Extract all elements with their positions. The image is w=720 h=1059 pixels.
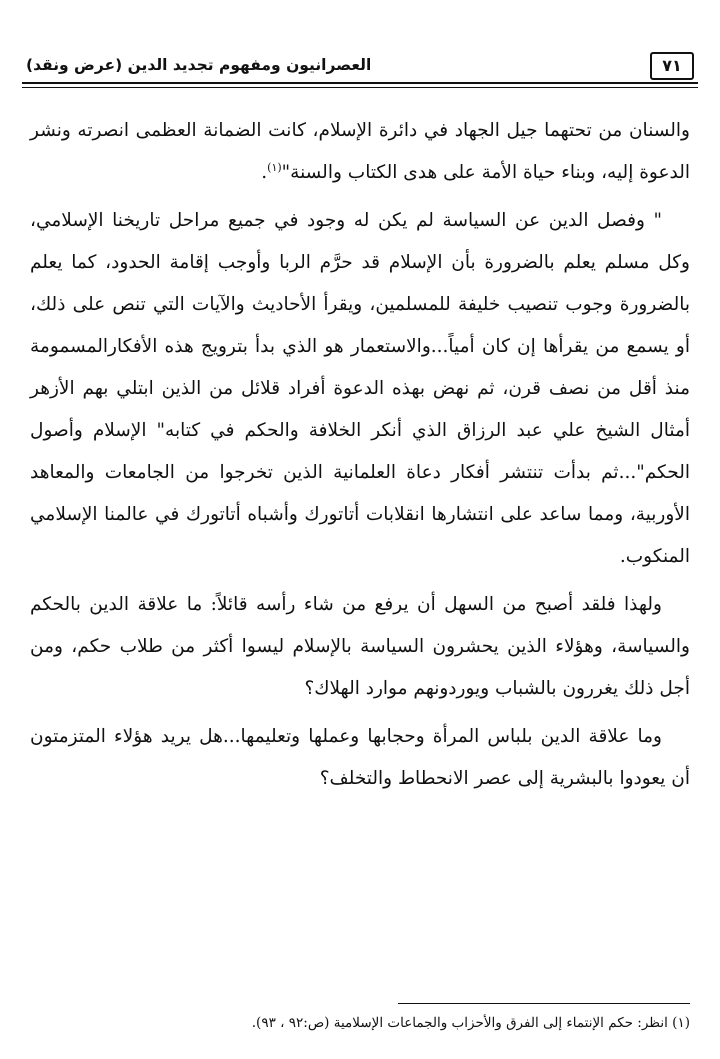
page-number: ٧١ bbox=[650, 52, 694, 80]
paragraph-1 bbox=[30, 110, 690, 194]
footnote: (١) انظر: حكم الإنتماء إلى الفرق والأحزاب والجماعات الإسلامية (ص:٩٢ ، ٩٣). bbox=[251, 1015, 690, 1031]
body-text bbox=[30, 110, 690, 806]
header-rule-thin bbox=[22, 87, 698, 88]
paragraph-2: " وفصل الدين عن السياسة لم يكن له وجود في جميع مراحل تاريخنا الإسلامي، وكل مسلم يعلم بالضرورة بأن الإسلام قد حرَّم الربا وأوجب إقامة الحدود، كما يعلم بالضرورة وجوب تنصيب خليفة للمسلمين، ويقرأ الأحاديث والآيات التي تنص على ذلك، أو يسمع من يقرأها إن كان أمياً...والاستعمار هو الذي بدأ بترويج هذه الأفكارالمسمومة منذ أقل من نصف قرن، ثم نهض بهذه الدعوة أفراد قلائل من الذين ابتلي بهم الأزهر أمثال الشيخ علي عبد الرزاق الذي أنكر الخلافة والحكم في كتابه" الإسلام وأصول الحكم"...ثم بدأت تنتشر أفكار دعاة العلمانية الذين تخرجوا من الجامعات والمعاهد الأوربية، ومما ساعد على انتشارها انقلابات أتاتورك وأشباه أتاتورك في عالمنا الإسلامي المنكوب. bbox=[30, 210, 690, 567]
paragraph-1-end: . bbox=[261, 162, 268, 183]
paragraph-1-text: والسنان من تحتهما جيل الجهاد في دائرة الإسلام، كانت الضمانة العظمى انصرته ونشر الدعوة إليه، وبناء حياة الأمة على هدى الكتاب والسنة" bbox=[30, 120, 690, 183]
footnote-reference: (١) bbox=[267, 160, 282, 174]
paragraph-3: ولهذا فلقد أصبح من السهل أن يرفع من شاء رأسه قائلاً: ما علاقة الدين بالحكم والسياسة، وهؤلاء الذين يحشرون السياسة بالإسلام ليسوا أكثر من طلاب حكم، ومن أجل ذلك يغررون بالشباب ويوردونهم موارد الهلاك؟ bbox=[30, 594, 690, 699]
running-title: العصرانيون ومفهوم تجديد الدين (عرض ونقد) bbox=[26, 56, 372, 74]
paragraph-4: وما علاقة الدين بلباس المرأة وحجابها وعملها وتعليمها...هل يريد هؤلاء المتزمتون أن يعودوا بالبشرية إلى عصر الانحطاط والتخلف؟ bbox=[30, 726, 690, 789]
footnote-rule bbox=[398, 1003, 690, 1004]
header-rule bbox=[22, 82, 698, 84]
page-header bbox=[22, 50, 698, 90]
